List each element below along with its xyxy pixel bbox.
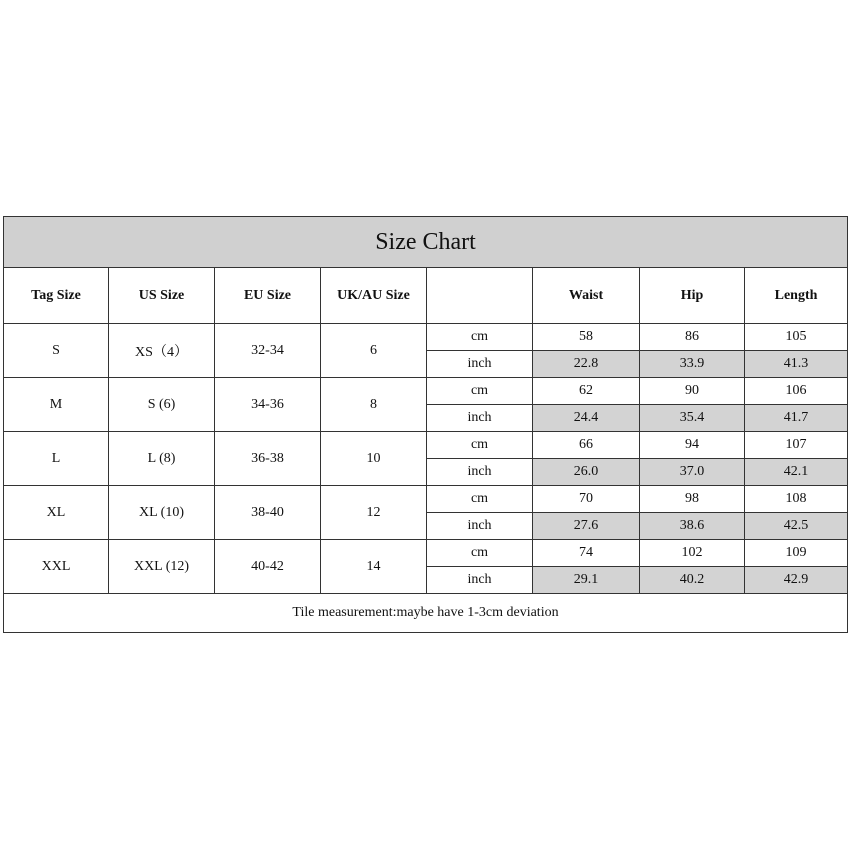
table-row: [4, 486, 848, 513]
unit-cell: cm: [427, 540, 533, 567]
tag-size-cell: XL: [4, 486, 109, 540]
table-row: [4, 540, 848, 567]
ukau-size-cell: 12: [321, 486, 427, 540]
length-cm-cell: 109: [745, 540, 848, 567]
us-size-cell: XS（4）: [109, 324, 215, 378]
length-inch-cell: 42.5: [745, 513, 848, 540]
hip-inch-cell: 38.6: [640, 513, 745, 540]
hip-cm-cell: 90: [640, 378, 745, 405]
unit-cell: inch: [427, 405, 533, 432]
header-ukau-size: UK/AU Size: [321, 268, 427, 324]
tag-size-cell: L: [4, 432, 109, 486]
waist-inch-cell: 27.6: [533, 513, 640, 540]
ukau-size-cell: 10: [321, 432, 427, 486]
unit-cell: cm: [427, 432, 533, 459]
ukau-size-cell: 8: [321, 378, 427, 432]
us-size-cell: L (8): [109, 432, 215, 486]
us-size-cell: XL (10): [109, 486, 215, 540]
eu-size-cell: 38-40: [215, 486, 321, 540]
measurement-note: Tile measurement:maybe have 1-3cm deviation: [4, 594, 848, 633]
unit-cell: inch: [427, 459, 533, 486]
hip-inch-cell: 37.0: [640, 459, 745, 486]
eu-size-cell: 34-36: [215, 378, 321, 432]
waist-cm-cell: 74: [533, 540, 640, 567]
hip-cm-cell: 94: [640, 432, 745, 459]
length-inch-cell: 41.3: [745, 351, 848, 378]
length-cm-cell: 105: [745, 324, 848, 351]
unit-cell: cm: [427, 486, 533, 513]
hip-inch-cell: 33.9: [640, 351, 745, 378]
tag-size-cell: M: [4, 378, 109, 432]
header-length: Length: [745, 268, 848, 324]
waist-inch-cell: 26.0: [533, 459, 640, 486]
header-eu-size: EU Size: [215, 268, 321, 324]
unit-cell: inch: [427, 567, 533, 594]
waist-inch-cell: 24.4: [533, 405, 640, 432]
header-row: [4, 268, 848, 324]
eu-size-cell: 40-42: [215, 540, 321, 594]
hip-cm-cell: 98: [640, 486, 745, 513]
unit-cell: cm: [427, 378, 533, 405]
length-inch-cell: 41.7: [745, 405, 848, 432]
us-size-cell: XXL (12): [109, 540, 215, 594]
unit-cell: inch: [427, 513, 533, 540]
length-cm-cell: 107: [745, 432, 848, 459]
table-row: [4, 432, 848, 459]
hip-inch-cell: 35.4: [640, 405, 745, 432]
chart-title: Size Chart: [4, 217, 848, 268]
header-hip: Hip: [640, 268, 745, 324]
hip-cm-cell: 86: [640, 324, 745, 351]
ukau-size-cell: 6: [321, 324, 427, 378]
waist-cm-cell: 62: [533, 378, 640, 405]
length-inch-cell: 42.9: [745, 567, 848, 594]
hip-inch-cell: 40.2: [640, 567, 745, 594]
waist-cm-cell: 70: [533, 486, 640, 513]
unit-cell: inch: [427, 351, 533, 378]
length-inch-cell: 42.1: [745, 459, 848, 486]
hip-cm-cell: 102: [640, 540, 745, 567]
eu-size-cell: 36-38: [215, 432, 321, 486]
size-rows: [4, 324, 848, 594]
header-us-size: US Size: [109, 268, 215, 324]
ukau-size-cell: 14: [321, 540, 427, 594]
tag-size-cell: XXL: [4, 540, 109, 594]
header-tag-size: Tag Size: [4, 268, 109, 324]
us-size-cell: S (6): [109, 378, 215, 432]
header-unit: [427, 268, 533, 324]
waist-inch-cell: 29.1: [533, 567, 640, 594]
header-waist: Waist: [533, 268, 640, 324]
length-cm-cell: 106: [745, 378, 848, 405]
length-cm-cell: 108: [745, 486, 848, 513]
unit-cell: cm: [427, 324, 533, 351]
table-row: [4, 324, 848, 351]
waist-cm-cell: 66: [533, 432, 640, 459]
waist-inch-cell: 22.8: [533, 351, 640, 378]
waist-cm-cell: 58: [533, 324, 640, 351]
size-chart-table: [3, 216, 848, 633]
tag-size-cell: S: [4, 324, 109, 378]
eu-size-cell: 32-34: [215, 324, 321, 378]
table-row: [4, 378, 848, 405]
